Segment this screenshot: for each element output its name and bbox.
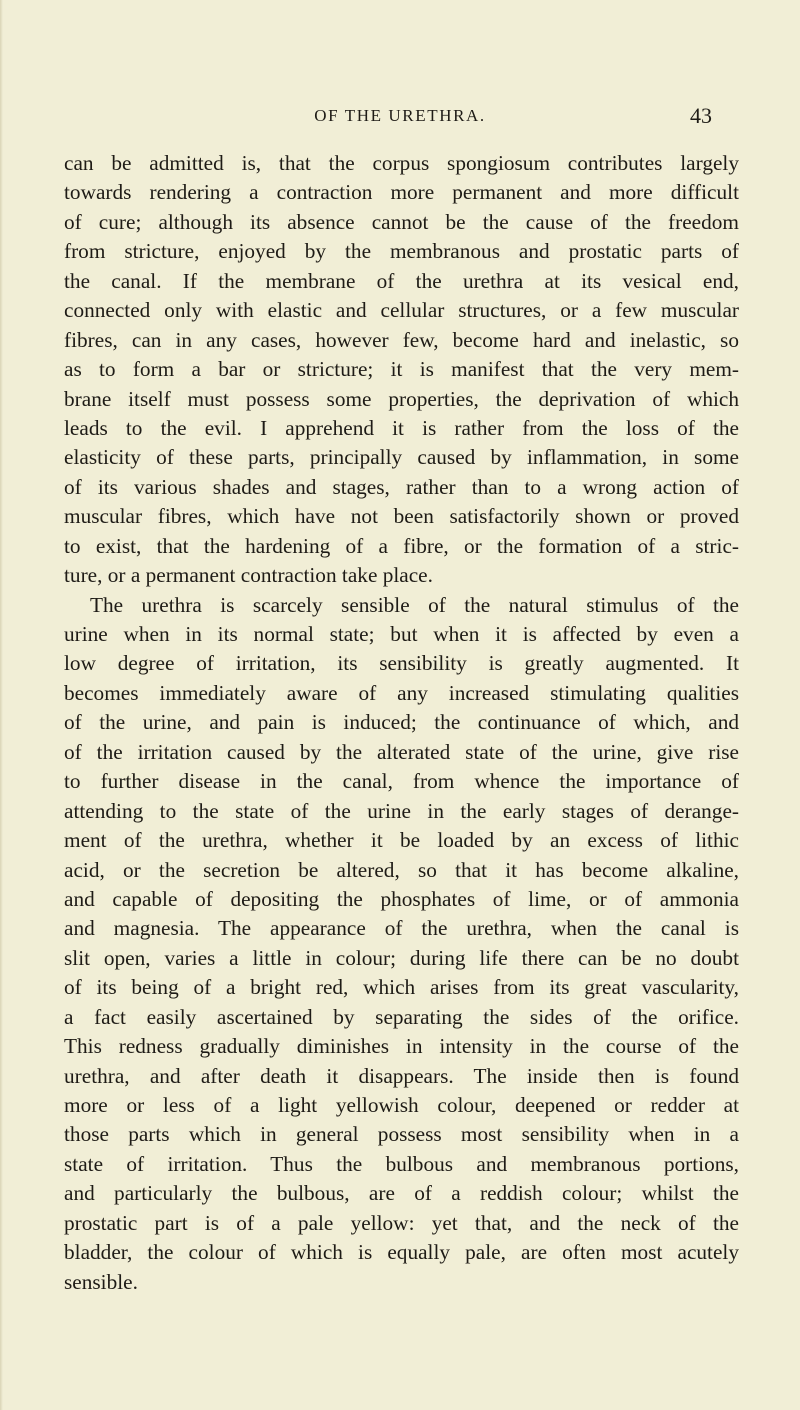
text-line: This redness gradually diminishes in intensity in the course of the: [64, 1034, 739, 1059]
text-line: ment of the urethra, whether it be loaded by an excess of lithic: [64, 828, 739, 853]
text-line: to further disease in the canal, from whence the importance of: [64, 769, 739, 794]
body-text: [64, 149, 739, 1297]
text-line: urine when in its normal state; but when it is affected by even a: [64, 622, 739, 646]
text-line: muscular fibres, which have not been satisfactorily shown or proved: [64, 504, 739, 529]
text-line-paragraph-end: ture, or a permanent contraction take place.: [64, 563, 433, 588]
text-line: from stricture, enjoyed by the membranous and prostatic parts of: [64, 239, 739, 264]
text-line: slit open, varies a little in colour; during life there can be no doubt: [64, 945, 739, 970]
text-line: attending to the state of the urine in the early stages of derange-: [64, 798, 739, 823]
text-line: of its various shades and stages, rather than to a wrong action of: [64, 474, 739, 499]
text-line: of the irritation caused by the alterated state of the urine, give rise: [64, 739, 739, 764]
running-head: [0, 103, 800, 136]
text-line: leads to the evil. I apprehend it is rather from the loss of the: [64, 415, 739, 440]
text-line: and particularly the bulbous, are of a reddish colour; whilst the: [64, 1181, 739, 1206]
text-line: brane itself must possess some properties, the deprivation of which: [64, 386, 739, 411]
text-line-paragraph-end: sensible.: [64, 1269, 138, 1294]
text-line: as to form a bar or stricture; it is manifest that the very mem-: [64, 357, 739, 382]
running-title: OF THE URETHRA.: [314, 106, 486, 125]
text-line: a fact easily ascertained by separating the sides of the orifice.: [64, 1004, 739, 1029]
text-line: to exist, that the hardening of a fibre, or the formation of a stric-: [64, 533, 739, 558]
text-line: the canal. If the membrane of the urethra at its vesical end,: [64, 268, 739, 293]
text-line: more or less of a light yellowish colour, deepened or redder at: [64, 1093, 739, 1117]
text-line: state of irritation. Thus the bulbous and membranous portions,: [64, 1151, 739, 1176]
text-line: can be admitted is, that the corpus spongiosum contributes largely: [64, 151, 739, 175]
text-line: bladder, the colour of which is equally pale, are often most acutely: [64, 1240, 739, 1265]
text-line: and capable of depositing the phosphates of lime, or of ammonia: [64, 886, 739, 911]
text-line: those parts which in general possess most sensibility when in a: [64, 1122, 739, 1147]
text-line: acid, or the secretion be altered, so that it has become alkaline,: [64, 857, 739, 882]
text-line: becomes immediately aware of any increased stimulating qualities: [64, 680, 739, 705]
page-number: 43: [690, 103, 712, 128]
text-line-paragraph-start: The urethra is scarcely sensible of the natural stimulus of the: [90, 592, 739, 617]
text-line: fibres, can in any cases, however few, become hard and inelastic, so: [64, 327, 739, 352]
text-line: and magnesia. The appearance of the urethra, when the canal is: [64, 916, 739, 941]
text-line: prostatic part is of a pale yellow: yet that, and the neck of the: [64, 1210, 739, 1235]
text-line: urethra, and after death it disappears. The inside then is found: [64, 1063, 739, 1088]
text-line: elasticity of these parts, principally caused by inflammation, in some: [64, 445, 739, 470]
text-line: of its being of a bright red, which arises from its great vascularity,: [64, 975, 739, 1000]
page-edge-shadow: [0, 0, 3, 1410]
text-line: towards rendering a contraction more permanent and more difficult: [64, 180, 739, 205]
text-line: connected only with elastic and cellular structures, or a few muscular: [64, 298, 739, 323]
text-line: low degree of irritation, its sensibility is greatly augmented. It: [64, 651, 739, 676]
text-line: of the urine, and pain is induced; the continuance of which, and: [64, 710, 739, 735]
text-line: of cure; although its absence cannot be the cause of the freedom: [64, 209, 739, 234]
